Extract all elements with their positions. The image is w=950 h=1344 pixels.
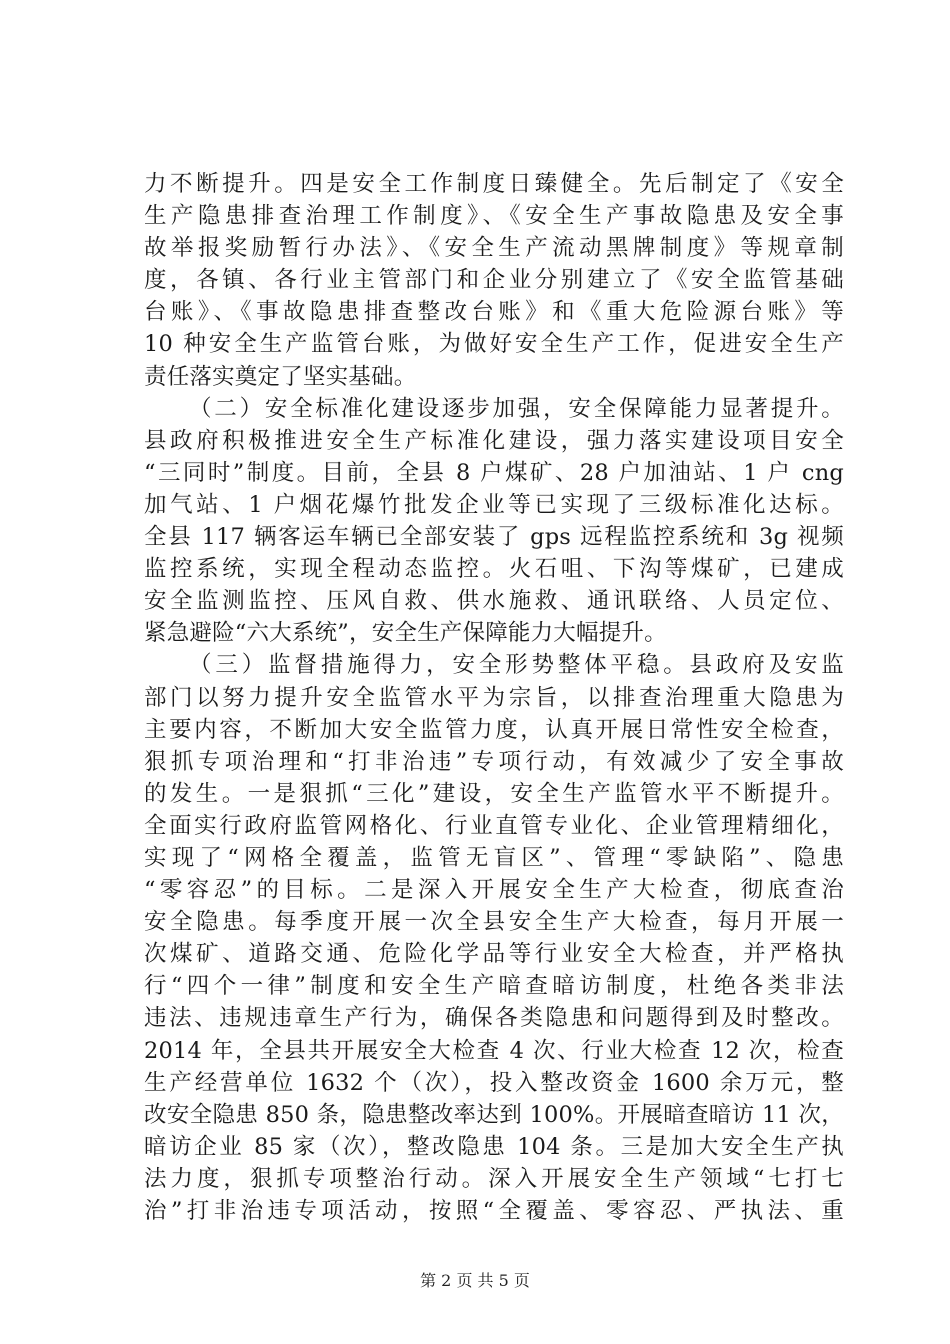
text-line: 安全监测监控、压风自救、供水施救、通讯联络、人员定位、: [144, 588, 844, 615]
text-line: 违法、违规违章生产行为，确保各类隐患和问题得到及时整改。: [144, 1005, 844, 1032]
text-line: （二）安全标准化建设逐步加强，安全保障能力显著提升。: [189, 395, 844, 422]
text-line: 力不断提升。四是安全工作制度日臻健全。先后制定了《安全: [144, 171, 844, 197]
page-footer: 第 2 页 共 5 页: [420, 1271, 530, 1290]
text-line: 次煤矿、道路交通、危险化学品等行业安全大检查，并严格执: [144, 941, 844, 968]
body-text: [144, 168, 844, 1227]
text-line: 生产经营单位 1632 个（次），投入整改资金 1600 余万元，整: [144, 1069, 844, 1096]
text-line: 2014 年，全县共开展安全大检查 4 次、行业大检查 12 次，检查: [144, 1037, 844, 1064]
text-line: 责任落实奠定了坚实基础。: [144, 363, 417, 390]
text-line: 全县 117 辆客运车辆已全部安装了 gps 远程监控系统和 3g 视频: [144, 524, 844, 551]
text-line: 加气站、1 户烟花爆竹批发企业等已实现了三级标准化达标。: [144, 491, 844, 518]
text-line: 部门以努力提升安全监管水平为宗旨，以排查治理重大隐患为: [144, 684, 844, 711]
text-line: 治”打非治违专项活动，按照“全覆盖、零容忍、严执法、重: [144, 1198, 844, 1224]
text-line: （三）监督措施得力，安全形势整体平稳。县政府及安监: [189, 652, 844, 679]
text-line: 紧急避险“六大系统”，安全生产保障能力大幅提升。: [144, 620, 667, 647]
text-line: 主要内容，不断加大安全监管力度，认真开展日常性安全检查，: [144, 716, 844, 743]
text-line: 度，各镇、各行业主管部门和企业分别建立了《安全监管基础: [144, 267, 844, 294]
text-line: 故举报奖励暂行办法》、《安全生产流动黑牌制度》等规章制: [144, 235, 844, 262]
text-line: 安全隐患。每季度开展一次全县安全生产大检查，每月开展一: [144, 909, 844, 936]
text-line: 行“四个一律”制度和安全生产暗查暗访制度，杜绝各类非法: [144, 973, 844, 1000]
text-line: 法力度，狠抓专项整治行动。深入开展安全生产领域“七打七: [144, 1165, 844, 1192]
text-line: 10 种安全生产监管台账，为做好安全生产工作，促进安全生产: [144, 331, 844, 358]
text-line: “三同时”制度。目前，全县 8 户煤矿、28 户加油站、1 户 cng: [144, 459, 844, 486]
text-line: 改安全隐患 850 条，隐患整改率达到 100%。开展暗查暗访 11 次，: [144, 1101, 844, 1128]
text-line: 生产隐患排查治理工作制度》、《安全生产事故隐患及安全事: [144, 203, 844, 230]
text-line: 的发生。一是狠抓“三化”建设，安全生产监管水平不断提升。: [144, 780, 844, 807]
text-line: “零容忍”的目标。二是深入开展安全生产大检查，彻底查治: [144, 877, 844, 904]
text-line: 暗访企业 85 家（次），整改隐患 104 条。三是加大安全生产执: [144, 1133, 844, 1160]
text-line: 狠抓专项治理和“打非治违”专项行动，有效减少了安全事故: [144, 748, 844, 775]
text-line: 台账》、《事故隐患排查整改台账》和《重大危险源台账》等: [144, 299, 844, 326]
text-line: 县政府积极推进安全生产标准化建设，强力落实建设项目安全: [144, 427, 844, 454]
text-line: 实现了“网格全覆盖，监管无盲区”、管理“零缺陷”、隐患: [144, 844, 844, 871]
text-line: 监控系统，实现全程动态监控。火石咀、下沟等煤矿，已建成: [144, 556, 844, 583]
text-line: 全面实行政府监管网格化、行业直管专业化、企业管理精细化，: [144, 812, 844, 839]
